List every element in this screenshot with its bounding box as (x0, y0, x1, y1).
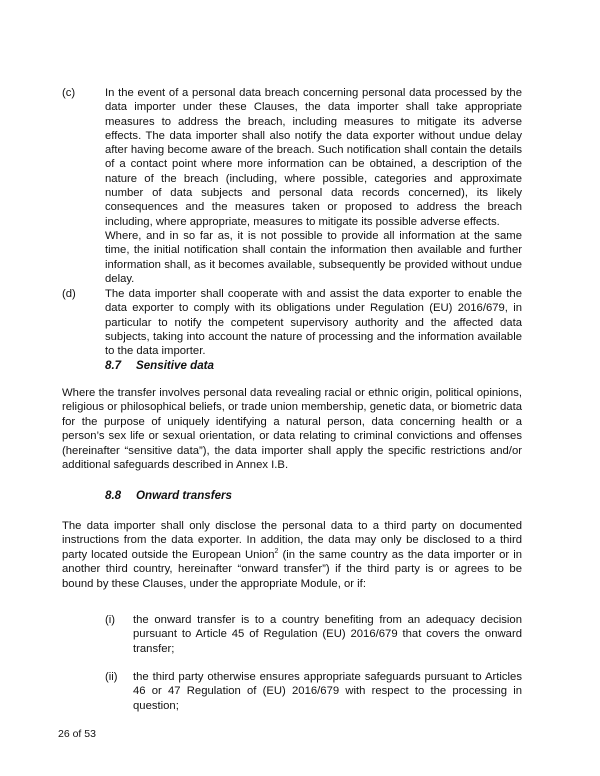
section-8-7-text: Where the transfer involves personal data revealing racial or ethnic origin, political opinions, religious or philosophical beliefs, or trade union membership, genetic data, or biometric data for the purpose of uniquely identifying a natural person, data concerning health or a person’s sex life or sexual orientation, or data relating to criminal convictions and offenses (hereinafter “sensitive data”), the data importer shall apply the specific restrictions and/or additional safeguards described in Annex I.B. (62, 387, 522, 472)
section-8-8-text-part-2: (in the same country as the data importer or in another third country, hereinafter “onward transfer”) if the third party is or agrees to be bound by these Clauses, under the appropriate Module, or if: (62, 548, 522, 590)
item-text: the onward transfer is to a country benefiting from an adequacy decision pursuant to Article 45 of Regulation (EU) 2016/679 that covers the onward transfer; (133, 614, 522, 655)
onward-transfer-item-ii (105, 670, 522, 713)
section-number: 8.8 (105, 489, 122, 502)
item-marker: (ii) (105, 671, 118, 683)
section-title: Onward transfers (136, 489, 232, 502)
clause-d-marker: (d) (62, 288, 76, 300)
clause-d (62, 287, 522, 358)
section-title: Sensitive data (136, 359, 214, 372)
clause-c-paragraph-1: In the event of a personal data breach concerning personal data processed by the data importer under these Clauses, the data importer shall take appropriate measures to address the breach, including measures to mitigate its adverse effects. The data importer shall also notify the data exporter without undue delay after having become aware of the breach. Such notification shall contain the details of a contact point where more information can be obtained, a description of the nature of the breach (including, where possible, categories and approximate number of data subjects and personal data records concerned), its likely consequences and the measures taken or proposed to address the breach including, where appropriate, measures to mitigate its possible adverse effects. (105, 87, 522, 228)
section-heading-8-7 (105, 359, 214, 373)
footnote-reference[interactable]: 2 (274, 548, 279, 556)
clause-c-marker: (c) (62, 87, 76, 99)
onward-transfer-item-i (105, 613, 522, 656)
clause-c (62, 86, 522, 286)
section-heading-8-8 (105, 489, 232, 503)
section-8-8-text (62, 519, 522, 591)
item-text: the third party otherwise ensures appropriate safeguards pursuant to Articles 46 or 47 Regulation of (EU) 2016/679 with respect to the processing in question; (133, 671, 522, 712)
clause-c-paragraph-2: Where, and in so far as, it is not possible to provide all information at the same time, the initial notification shall contain the information then available and further information shall, as it becomes available, subsequently be provided without undue delay. (105, 229, 522, 285)
section-number: 8.7 (105, 359, 122, 372)
item-marker: (i) (105, 614, 116, 626)
page-number: 26 of 53 (58, 728, 96, 740)
clause-d-text: The data importer shall cooperate with and assist the data exporter to enable the data exporter to comply with its obligations under Regulation (EU) 2016/679, in particular to notify the competent supervisory authority and the affected data subjects, taking into account the nature of processing and the information available to the data importer. (105, 288, 522, 358)
section-8-8-text-part-1: The data importer shall only disclose the personal data to a third party on documented instructions from the data exporter. In addition, the data may only be disclosed to a third party located outside the European Union (62, 520, 522, 561)
